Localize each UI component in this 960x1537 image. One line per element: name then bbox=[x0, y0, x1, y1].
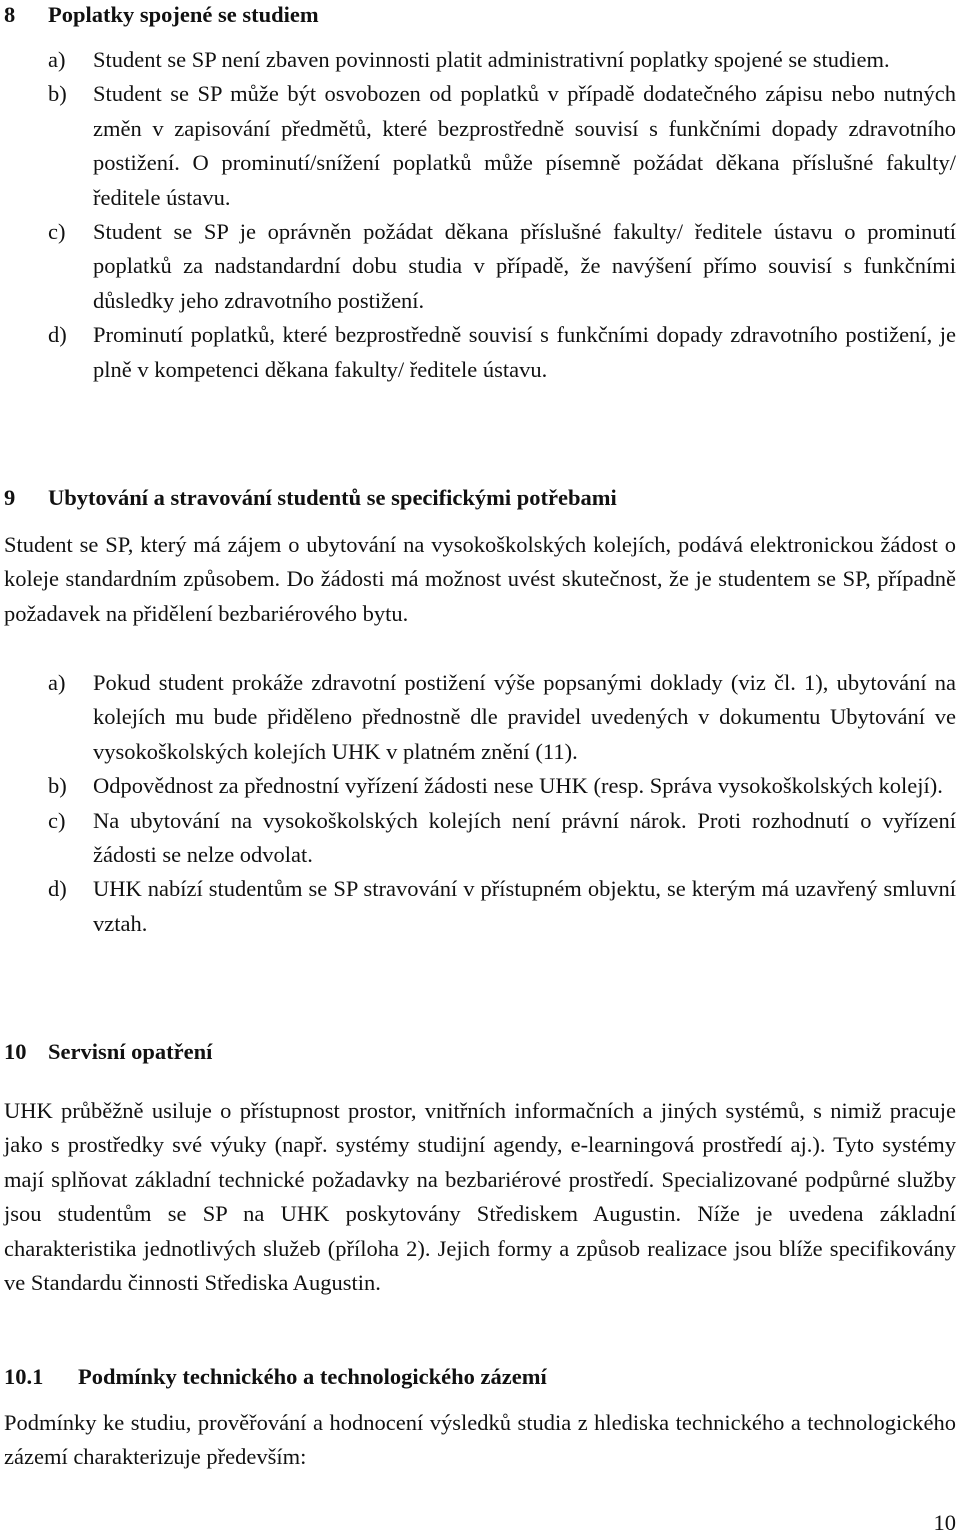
section-heading bbox=[4, 1035, 956, 1069]
list-item bbox=[4, 804, 956, 873]
list-text: Student se SP není zbaven povinnosti platit administrativní poplatky spojené se studiem. bbox=[93, 47, 890, 72]
list-item bbox=[4, 43, 956, 77]
list-marker: d) bbox=[48, 876, 67, 902]
list-marker: a) bbox=[48, 47, 66, 72]
list-marker: c) bbox=[48, 807, 66, 833]
list-text: Prominutí poplatků, které bezprostředně souvisí s funkčními dopady zdravotního postižení, je plně v kompetenci děkana fakulty/ ředitele ústavu. bbox=[93, 322, 956, 382]
section-number: 10 bbox=[4, 1039, 27, 1064]
subsection-number: 10.1 bbox=[4, 1364, 44, 1389]
list-text: Odpovědnost za přednostní vyřízení žádosti nese UHK (resp. Správa vysokoškolských kolejí). bbox=[93, 773, 943, 799]
section-title: Poplatky spojené se studiem bbox=[48, 2, 319, 27]
list-item bbox=[4, 215, 956, 318]
section-10-text: UHK průběžně usiluje o přístupnost prostor, vnitřních informačních a jiných systémů, s nimiž pracuje jako s prostředky své výuky (např. systémy studijní agendy, e-learningová prostředí aj.). Tyto systémy mají splňovat základní technické požadavky na bezbariérové prostředí. Specializované podpůrné služby jsou studentům se SP na UHK poskytovány Střediskem Augustin. Níže je uvedena základní charakteristika jednotlivých služeb (příloha 2). Jejich formy a způsob realizace jsou blíže specifikovány ve Standardu činnosti Střediska Augustin. bbox=[4, 1098, 956, 1296]
list-marker: b) bbox=[48, 81, 67, 107]
section-title: Servisní opatření bbox=[48, 1039, 213, 1064]
section-9-intro: Student se SP, který má zájem o ubytování na vysokoškolských kolejích, podává elektronickou žádost o koleje standardním způsobem. Do žádosti má možnost uvést skutečnost, že je studentem se SP, případně požadavek na přidělení bezbariérového bytu. bbox=[4, 532, 956, 626]
section-8-list bbox=[4, 43, 956, 387]
section-heading bbox=[4, 0, 956, 32]
section-9-list bbox=[4, 666, 956, 941]
section-heading bbox=[4, 481, 956, 515]
list-item bbox=[4, 77, 956, 215]
list-text: UHK nabízí studentům se SP stravování v přístupném objektu, se kterým má uzavřený smluvní vztah. bbox=[93, 876, 956, 936]
list-item bbox=[4, 872, 956, 941]
section-number: 9 bbox=[4, 485, 16, 510]
list-item bbox=[4, 318, 956, 387]
list-item bbox=[4, 769, 956, 803]
subsection-10-1-text: Podmínky ke studiu, prověřování a hodnocení výsledků studia z hlediska technického a technologického zázemí charakterizuje především: bbox=[4, 1410, 956, 1470]
list-text: Student se SP může být osvobozen od poplatků v případě dodatečného zápisu nebo nutných změn v zapisování předmětů, které bezprostředně souvisí s funkčními dopady zdravotního postižení. O prominutí/snížení poplatků může písemně požádat děkana příslušné fakulty/ředitele ústavu. bbox=[93, 81, 956, 210]
list-item bbox=[4, 666, 956, 769]
page-number: 10 bbox=[933, 1510, 956, 1535]
section-title: Ubytování a stravování studentů se specifickými potřebami bbox=[48, 485, 617, 510]
subsection-title: Podmínky technického a technologického zázemí bbox=[78, 1364, 547, 1389]
section-number: 8 bbox=[4, 2, 16, 27]
list-marker: d) bbox=[48, 322, 67, 348]
list-marker: b) bbox=[48, 773, 67, 799]
list-text: Pokud student prokáže zdravotní postižení výše popsanými doklady (viz čl. 1), ubytování na kolejích mu bude přiděleno přednostně dle pravidel uvedených v dokumentu Ubytování ve vysokoškolských kolejích UHK v platném znění (11). bbox=[93, 670, 956, 764]
list-marker: a) bbox=[48, 670, 66, 695]
list-text: Na ubytování na vysokoškolských kolejích není právní nárok. Proti rozhodnutí o vyřízení žádosti se nelze odvolat. bbox=[93, 807, 956, 868]
list-marker: c) bbox=[48, 219, 66, 245]
list-text: Student se SP je oprávněn požádat děkana příslušné fakulty/ ředitele ústavu o prominutí poplatků za nadstandardní dobu studia v případě, že navýšení přímo souvisí s funkčními důsledky jeho zdravotního postižení. bbox=[93, 219, 956, 313]
subsection-heading bbox=[4, 1360, 956, 1394]
